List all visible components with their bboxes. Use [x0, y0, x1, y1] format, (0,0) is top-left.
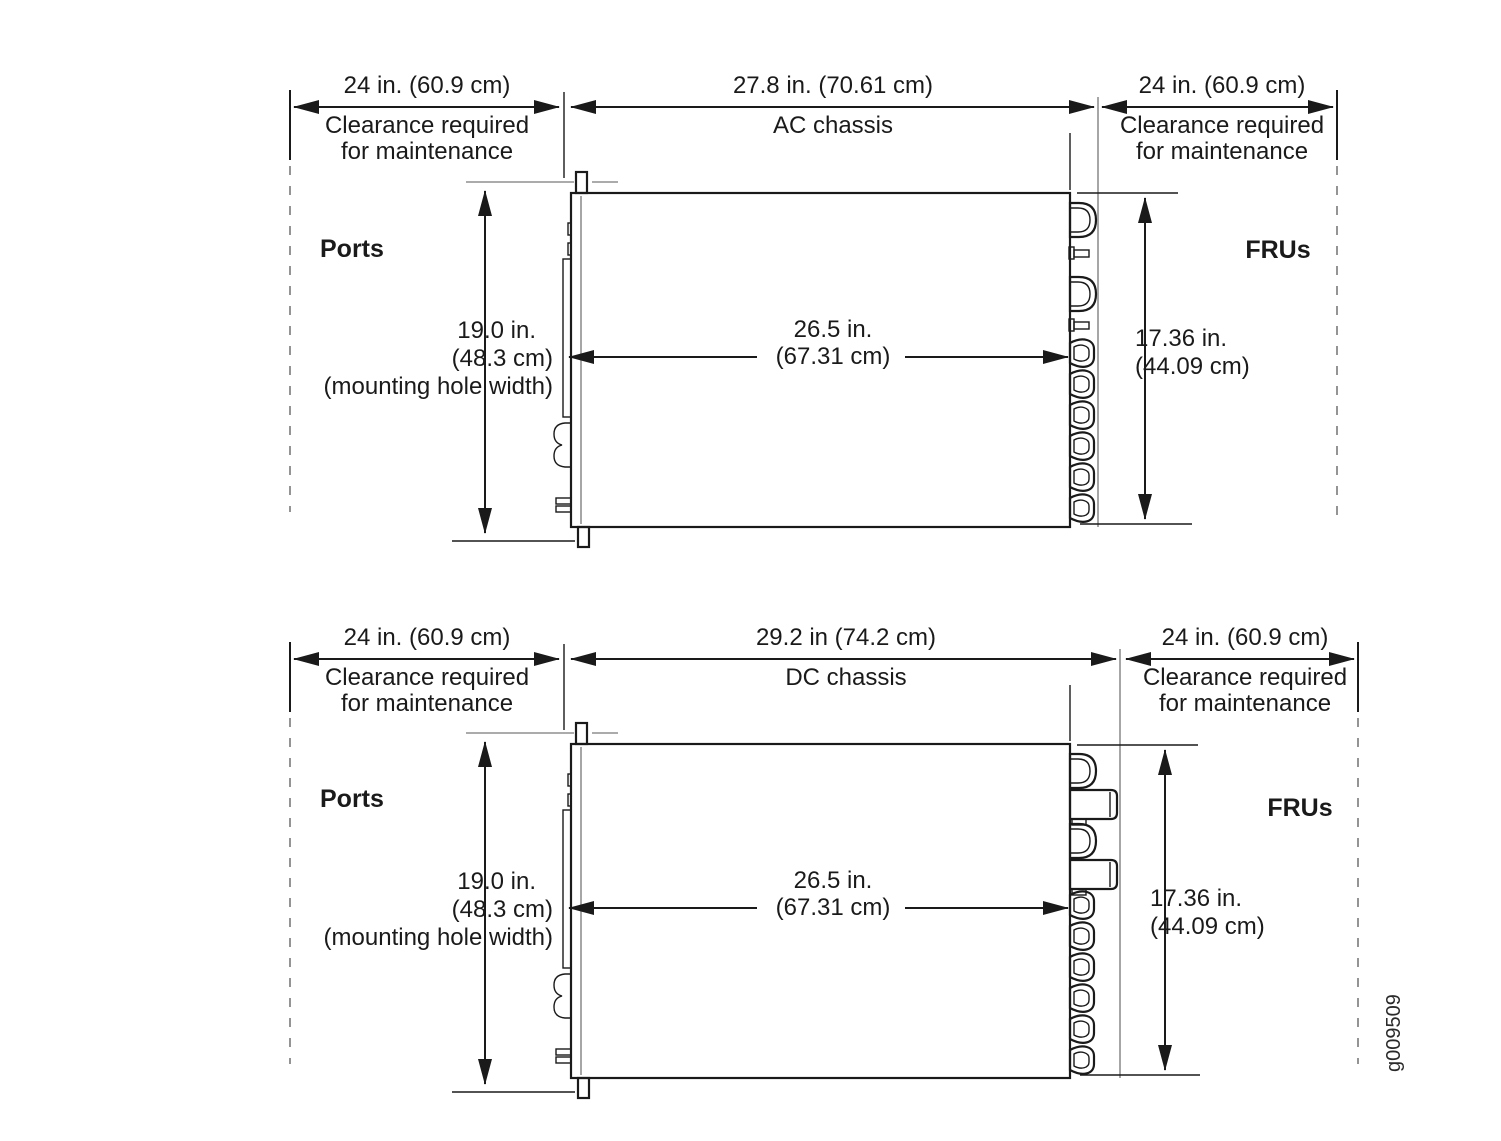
dc-left-clearance-note1: Clearance required	[324, 664, 530, 691]
dc-mounting-width-line3: (mounting hole width)	[323, 924, 553, 951]
ac-height-line2: (44.09 cm)	[1135, 353, 1250, 380]
ac-inner-width-line1: 26.5 in.	[793, 316, 873, 343]
dc-chassis-label: DC chassis	[785, 664, 907, 691]
dc-right-clearance-note2: for maintenance	[1158, 690, 1332, 717]
dc-right-clearance-note1: Clearance required	[1142, 664, 1348, 691]
dc-left-clearance-note2: for maintenance	[340, 690, 514, 717]
dc-height-line1: 17.36 in.	[1150, 885, 1243, 912]
ac-front-panel-features	[554, 223, 571, 512]
ac-fru-handles	[1069, 203, 1096, 522]
dc-inner-width-line1: 26.5 in.	[793, 867, 873, 894]
dc-left-clearance-dimension: 24 in. (60.9 cm)	[343, 624, 511, 651]
dc-right-clearance-dimension: 24 in. (60.9 cm)	[1161, 624, 1329, 651]
ac-right-clearance-note2: for maintenance	[1135, 138, 1309, 165]
dc-mounting-width-line1: 19.0 in.	[457, 868, 536, 895]
dc-bottom-mounting-tab	[578, 1078, 589, 1098]
ac-left-clearance-dimension: 24 in. (60.9 cm)	[343, 72, 511, 99]
dc-frus-label: FRUs	[1267, 794, 1333, 822]
dc-fru-handles	[1070, 754, 1117, 1074]
ac-height-line1: 17.36 in.	[1135, 325, 1228, 352]
dc-ports-label: Ports	[320, 785, 384, 813]
ac-right-clearance-dimension: 24 in. (60.9 cm)	[1138, 72, 1306, 99]
ac-frus-label: FRUs	[1245, 236, 1311, 264]
ac-bottom-mounting-tab	[578, 527, 589, 547]
ac-left-clearance-note1: Clearance required	[324, 112, 530, 139]
ac-inner-width-line2: (67.31 cm)	[775, 343, 891, 370]
ac-top-mounting-tab	[576, 172, 587, 193]
ac-left-clearance-note2: for maintenance	[340, 138, 514, 165]
dc-top-mounting-tab	[576, 723, 587, 744]
ac-clearance-diagram	[290, 72, 1337, 547]
dc-front-panel-features	[554, 774, 571, 1063]
ac-mounting-width-line3: (mounting hole width)	[323, 373, 553, 400]
dc-height-line2: (44.09 cm)	[1150, 913, 1265, 940]
ac-mounting-width-line1: 19.0 in.	[457, 317, 536, 344]
ac-chassis-width-dimension: 27.8 in. (70.61 cm)	[732, 72, 934, 99]
ac-right-clearance-note1: Clearance required	[1119, 112, 1325, 139]
ac-labels	[320, 72, 1324, 400]
dc-labels	[320, 624, 1347, 951]
dc-inner-width-line2: (67.31 cm)	[775, 894, 891, 921]
ac-mounting-width-line2: (48.3 cm)	[451, 345, 553, 372]
dc-mounting-width-line2: (48.3 cm)	[451, 896, 553, 923]
dc-clearance-diagram	[290, 624, 1358, 1098]
ac-chassis-label: AC chassis	[772, 112, 894, 139]
figure-code: g009509	[1383, 994, 1405, 1072]
ac-ports-label: Ports	[320, 235, 384, 263]
dc-chassis-width-dimension: 29.2 in (74.2 cm)	[755, 624, 937, 651]
